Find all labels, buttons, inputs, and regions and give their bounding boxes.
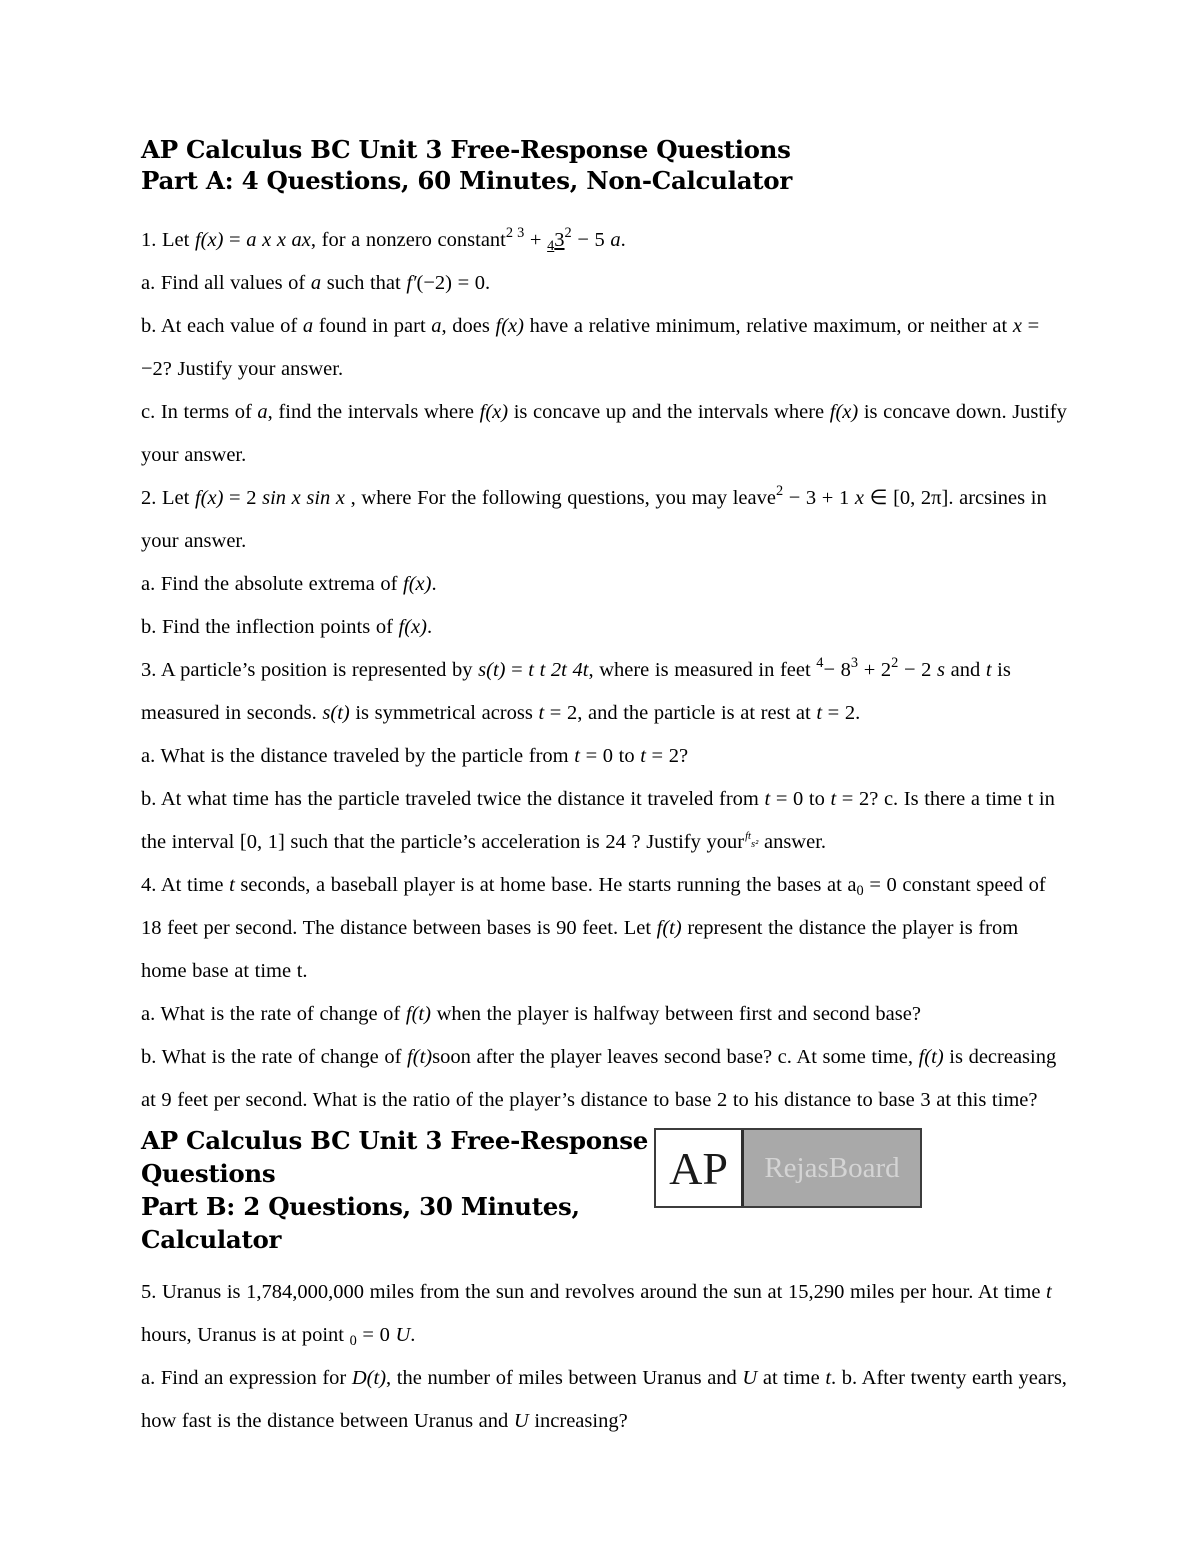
text-segment: f(t) (918, 1046, 944, 1068)
text-segment: − 2 (898, 659, 937, 681)
text-segment: is concave down. Justify your answer. (141, 401, 1073, 466)
part-b-heading-line3: Part B: 2 Questions, 30 Minutes, (141, 1192, 580, 1221)
text-segment: = (223, 229, 247, 251)
text-segment: t (538, 702, 545, 724)
text-segment: f(x) (479, 401, 509, 423)
text-segment: , find the intervals where (267, 401, 480, 423)
text-segment: seconds, a baseball player is at home base. He starts running the bases at a (234, 874, 857, 896)
question-2a (141, 563, 1067, 606)
question-1b (141, 305, 1067, 391)
text-segment: s² (751, 839, 759, 851)
text-segment: t (640, 745, 646, 767)
text-segment: 2 3 (505, 225, 525, 242)
question-4 (141, 864, 1067, 993)
text-segment: c. In terms of (141, 401, 258, 423)
text-segment: − 3 + 1 (783, 487, 855, 509)
text-segment: f(x) (398, 616, 427, 638)
text-segment: a (610, 229, 621, 251)
text-segment: t (985, 659, 992, 681)
text-segment: t (764, 788, 771, 810)
text-segment: 0 (349, 1332, 357, 1349)
text-segment: 4 (816, 655, 824, 672)
text-segment: = 0 to (770, 788, 831, 810)
part-b-heading-line1: AP Calculus BC Unit 3 Free-Response (141, 1126, 649, 1155)
text-segment: when the player is halfway between first and second base? (430, 1003, 921, 1025)
part-b-header (141, 1124, 1067, 1256)
text-segment: U (742, 1367, 758, 1389)
text-segment: ∈ [0, 2π]. arcsines in your answer. (141, 487, 1053, 552)
part-b-heading-line2: Questions (141, 1159, 276, 1188)
text-segment: s (937, 659, 945, 681)
text-segment: , does (441, 315, 496, 337)
text-segment: = 0 (356, 1324, 396, 1346)
text-segment: − 5 (571, 229, 611, 251)
text-segment: is concave up and the intervals where (508, 401, 830, 423)
text-segment: hours, Uranus is at point (141, 1281, 1058, 1346)
text-segment: b. Find the inflection points of (141, 616, 399, 638)
question-4bc (141, 1036, 1067, 1122)
text-segment: , where For the following questions, you may leave (345, 487, 776, 509)
text-segment: 4 (547, 237, 555, 254)
text-segment: a. Find all values of (141, 272, 311, 294)
text-segment: = 2 (223, 487, 263, 509)
text-segment: x (1012, 315, 1022, 337)
text-segment: soon after the player leaves second base? c. At some time, (432, 1046, 919, 1068)
question-3bc (141, 778, 1067, 864)
text-segment: + 2 (858, 659, 892, 681)
question-1 (141, 219, 1067, 262)
text-segment: . (426, 616, 433, 638)
text-segment: t (830, 788, 837, 810)
text-segment: have a relative minimum, relative maximum, or neither at (523, 315, 1013, 337)
text-segment: f(x) (495, 315, 524, 337)
question-3a (141, 735, 1067, 778)
text-segment: is decreasing at 9 feet per second. What is the ratio of the player’s distance to base 2 to his distance to base 3 at this time? (141, 1046, 1062, 1111)
text-segment: a. Find an expression for (141, 1367, 352, 1389)
text-segment: f(x) (194, 487, 224, 509)
text-segment: sin x sin x (262, 487, 346, 509)
text-segment: = 0 constant speed of 18 feet per second. The distance between bases is 90 feet. Let (141, 874, 1052, 939)
part-a-questions (141, 219, 1073, 1122)
text-segment: answer. (758, 831, 827, 853)
text-segment: s(t) (478, 659, 506, 681)
text-segment: . (410, 1324, 416, 1346)
text-segment: t (825, 1367, 832, 1389)
text-segment: a x x ax (246, 229, 311, 251)
text-segment: 2 (891, 655, 899, 672)
text-segment: is measured in seconds. (141, 659, 1017, 724)
document-content (141, 134, 1073, 1443)
ap-logo-box (656, 1130, 744, 1206)
text-segment: 3. A particle’s position is represented by (141, 659, 479, 681)
text-segment: f(t) (407, 1046, 433, 1068)
rejasboard-text: RejasBoard (764, 1151, 900, 1184)
text-segment: + (524, 229, 548, 251)
text-segment: (−2) = 0. (416, 272, 491, 294)
text-segment: 3 (850, 655, 859, 672)
text-segment: f(t) (405, 1003, 431, 1025)
question-1a (141, 262, 1067, 305)
text-segment: − 8 (823, 659, 851, 681)
question-4a (141, 993, 1067, 1036)
part-b-questions (141, 1271, 1073, 1443)
text-segment: = −2? Justify your answer. (141, 315, 1045, 380)
part-a-heading-line2: Part A: 4 Questions, 60 Minutes, Non-Calculator (141, 166, 792, 195)
part-b-heading (141, 1124, 661, 1256)
question-2b (141, 606, 1067, 649)
text-segment: a. Find the absolute extrema of (141, 573, 404, 595)
text-segment: b. What is the rate of change of (141, 1046, 408, 1068)
question-5ab (141, 1357, 1073, 1443)
text-segment: 3 (554, 229, 565, 251)
text-segment: D(t) (351, 1367, 387, 1389)
text-segment: f(x) (194, 229, 224, 251)
question-5 (141, 1271, 1067, 1357)
text-segment: a (431, 315, 442, 337)
text-segment: t t 2t 4t (528, 659, 589, 681)
text-segment: = 2? (645, 745, 689, 767)
text-segment: s(t) (322, 702, 350, 724)
text-segment: t (229, 874, 235, 896)
part-a-heading-line1: AP Calculus BC Unit 3 Free-Response Questions (141, 135, 791, 164)
text-segment: such that (321, 272, 407, 294)
text-segment: , for a nonzero constant (310, 229, 506, 251)
text-segment: and (944, 659, 986, 681)
text-segment: . (431, 573, 437, 595)
text-segment: is symmetrical across (349, 702, 539, 724)
text-segment: represent the distance the player is from home base at time t. (141, 917, 1024, 982)
question-3 (141, 649, 1067, 735)
text-segment: f(x) (403, 573, 432, 595)
ap-rejasboard-logo (654, 1128, 922, 1208)
text-segment: at time (757, 1367, 826, 1389)
part-b-heading-line4: Calculator (141, 1225, 282, 1254)
text-segment: a (257, 401, 268, 423)
text-segment: a. What is the distance traveled by the particle from (141, 745, 575, 767)
text-segment: = (505, 659, 529, 681)
text-segment: , the number of miles between Uranus and (386, 1367, 743, 1389)
text-segment: = 2? c. Is there a time t in the interval [0, 1] such that the particle’s acceleration is 24 ? Justify your (141, 788, 1061, 853)
text-segment: f(t) (656, 917, 682, 939)
text-segment: 2 (775, 483, 784, 500)
text-segment: t (1046, 1281, 1052, 1303)
text-segment: 4. At time (141, 874, 230, 896)
text-segment: = 2, and the particle is at rest at (544, 702, 817, 724)
question-1c (141, 391, 1073, 477)
text-segment: ft (745, 831, 752, 843)
text-segment: increasing? (528, 1410, 628, 1432)
text-segment: t (574, 745, 580, 767)
text-segment: 2 (564, 225, 572, 242)
text-segment: U (513, 1410, 529, 1432)
text-segment: . b. After twenty earth years, how fast is the distance between Uranus and (141, 1367, 1073, 1432)
text-segment: = 0 to (579, 745, 641, 767)
text-segment: t (816, 702, 823, 724)
part-a-heading (141, 134, 1067, 196)
text-segment: a. What is the rate of change of (141, 1003, 406, 1025)
text-segment: f′ (406, 272, 417, 294)
text-segment: b. At each value of (141, 315, 303, 337)
text-segment: x (854, 487, 864, 509)
ap-logo-text: AP (669, 1142, 728, 1194)
text-segment: found in part (313, 315, 432, 337)
text-segment: U (395, 1324, 411, 1346)
rejasboard-badge (744, 1130, 920, 1206)
text-segment: . (620, 229, 626, 251)
text-segment: 5. Uranus is 1,784,000,000 miles from the sun and revolves around the sun at 15,290 miles per hour. At time (141, 1281, 1047, 1303)
text-segment: , where is measured in feet (588, 659, 817, 681)
question-2 (141, 477, 1067, 563)
text-segment: f(x) (829, 401, 859, 423)
text-segment: a (310, 272, 322, 294)
text-segment: 1. Let (141, 229, 195, 251)
text-segment: = 2. (822, 702, 861, 724)
text-segment: b. At what time has the particle traveled twice the distance it traveled from (141, 788, 765, 810)
text-segment: 2. Let (141, 487, 195, 509)
text-segment: a (302, 315, 314, 337)
text-segment: 0 (856, 882, 864, 899)
